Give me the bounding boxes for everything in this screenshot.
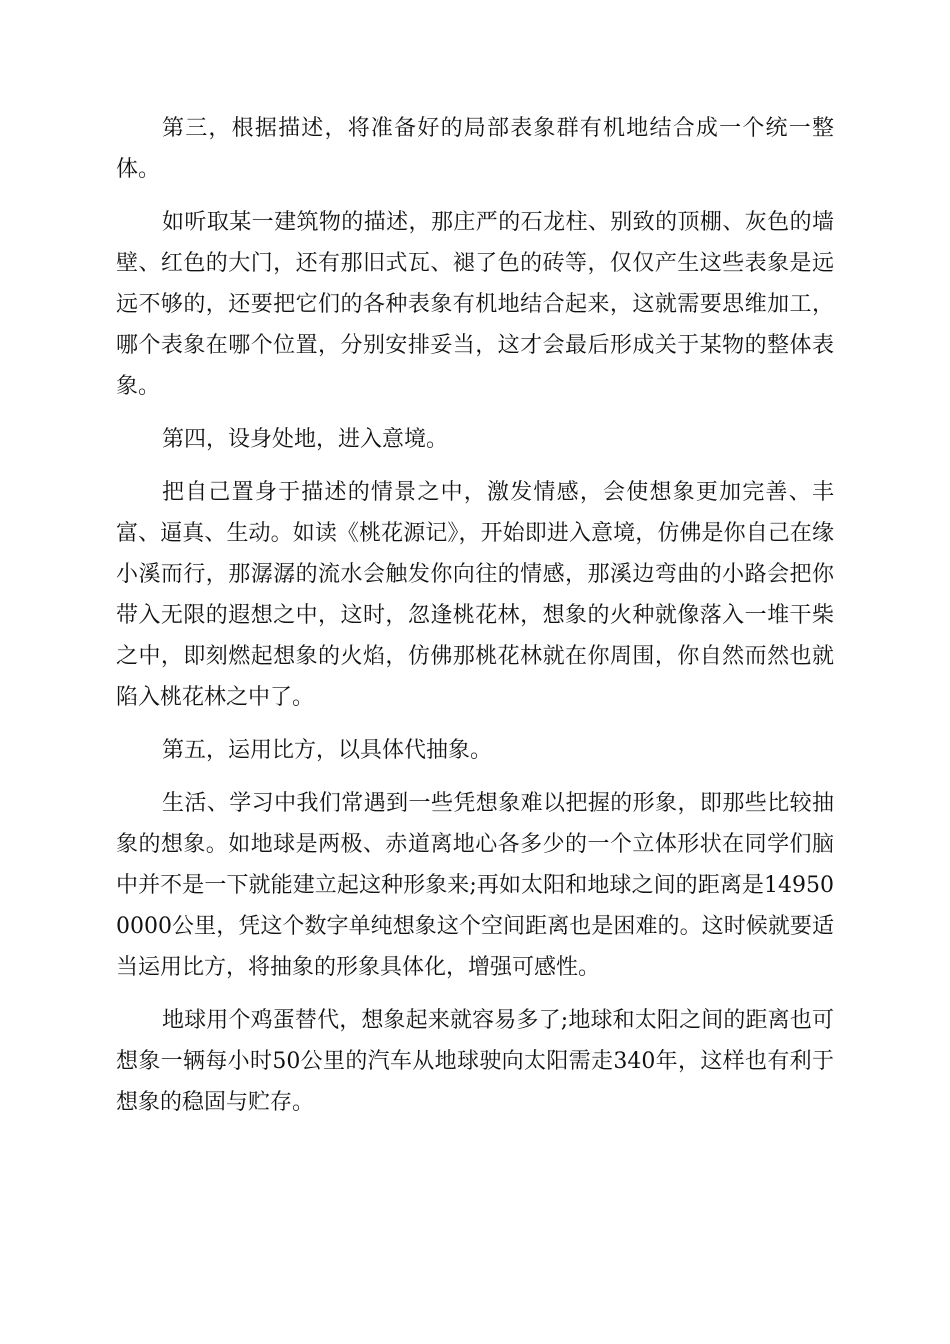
document-body (116, 108, 834, 1135)
paragraph-egg-analogy: 地球用个鸡蛋替代，想象起来就容易多了;地球和太阳之间的距离也可想象一辆每小时50公里的汽车从地球驶向太阳需走340年，这样也有利于想象的稳固与贮存。 (116, 1008, 834, 1115)
paragraph-peach-blossom-example: 把自己置身于描述的情景之中，激发情感，会使想象更加完善、丰富、逼真、生动。如读《桃花源记》，开始即进入意境，仿佛是你自己在缘小溪而行，那潺潺的流水会触发你向往的情感，那溪边弯曲的小路会把你带入无限的遐想之中，这时，忽逢桃花林，想象的火种就像落入一堆干柴之中，即刻燃起想象的火焰，仿佛那桃花林就在你周围，你自然而然也就陷入桃花林之中了。 (116, 480, 834, 710)
paragraph-section-four-heading: 第四，设身处地，进入意境。 (162, 427, 449, 452)
paragraph-building-example: 如听取某一建筑物的描述，那庄严的石龙柱、别致的顶棚、灰色的墙壁、红色的大门，还有那旧式瓦、褪了色的砖等，仅仅产生这些表象是远远不够的，还要把它们的各种表象有机地结合起来，这就需要思维加工，哪个表象在哪个位置，分别安排妥当，这才会最后形成关于某物的整体表象。 (116, 210, 834, 399)
paragraph-section-five-heading: 第五，运用比方，以具体代抽象。 (162, 738, 493, 763)
paragraph-abstract-imagery: 生活、学习中我们常遇到一些凭想象难以把握的形象，即那些比较抽象的想象。如地球是两极、赤道离地心各多少的一个立体形状在同学们脑中并不是一下就能建立起这种形象来;再如太阳和地球之间的距离是149500000公里，凭这个数字单纯想象这个空间距离也是困难的。这时候就要适当运用比方，将抽象的形象具体化，增强可感性。 (116, 791, 834, 980)
paragraph-section-three-heading: 第三，根据描述，将准备好的局部表象群有机地结合成一个统一整体。 (116, 116, 834, 182)
